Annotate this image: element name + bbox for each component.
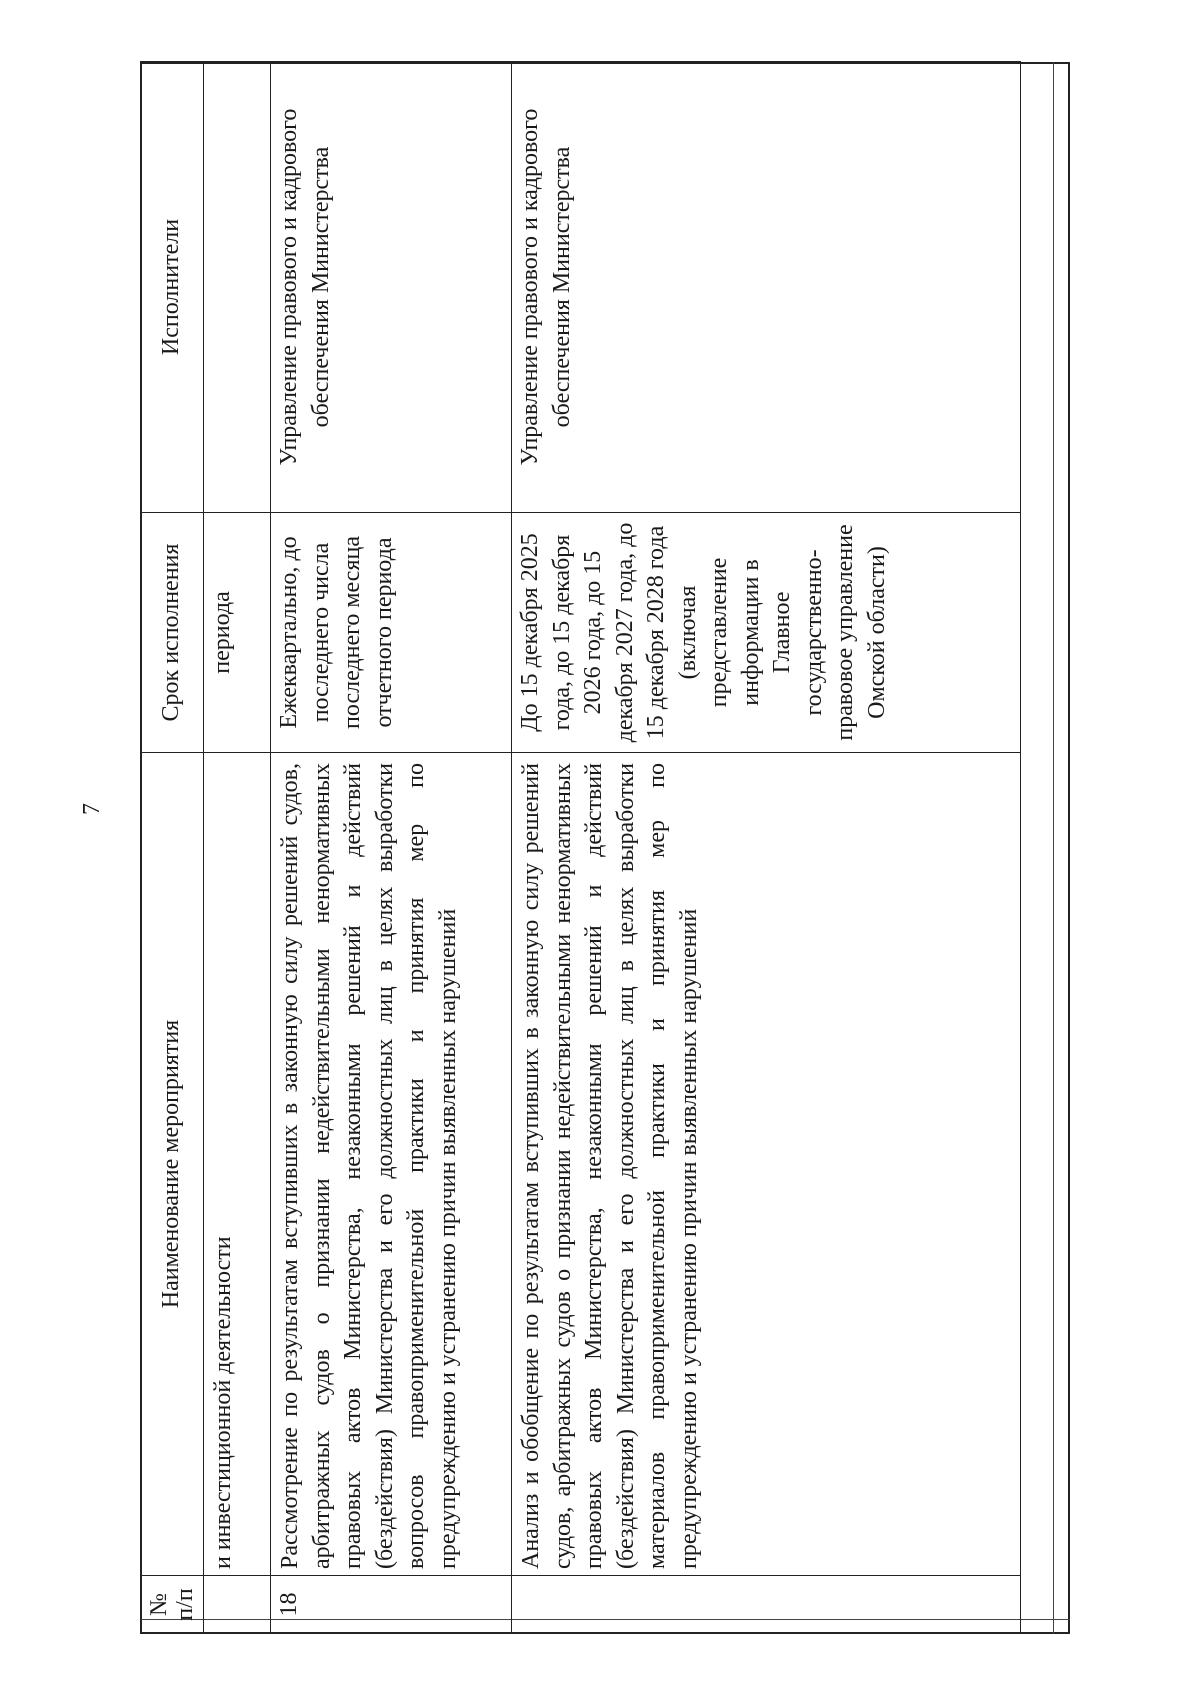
row-name: Рассмотрение по результатам вступивших в законную силу решений судов, арбитражных судов о признании недействительными ненормативных правовых актов Министерства, незаконными решений и действий (бездействия) Министерства и его должностных лиц в целях выработки вопросов правоприменительной практики и принятия мер по предупреждению и устранению причин выявленных нарушений: [271, 753, 512, 1576]
table-row: [512, 62, 1021, 1634]
rotated-table-container: [140, 62, 1056, 1634]
page-number: 7: [79, 803, 105, 815]
row-exec: Управление правового и кадрового обеспечения Министерства: [512, 62, 1021, 513]
row-num: [512, 1576, 1021, 1634]
table-row: [271, 62, 512, 1634]
row-exec: [204, 62, 271, 513]
row-term: периода: [204, 513, 271, 753]
header-num: № п/п: [141, 1576, 204, 1634]
row-name: и инвестиционной деятельности: [204, 753, 271, 1576]
table-row: [204, 62, 271, 1634]
header-term: Срок исполнения: [141, 513, 204, 753]
row-term: До 15 декабря 2025 года, до 15 декабря 2026 года, до 15 декабря 2027 года, до 15 декабря 2028 года (включая представление информации в Главное государственно-правовое управление Омской области): [512, 513, 1021, 753]
header-exec: Исполнители: [141, 62, 204, 513]
row-term: Ежеквартально, до последнего числа последнего месяца отчетного периода: [271, 513, 512, 753]
measures-table: [140, 61, 1021, 1634]
row-exec: Управление правового и кадрового обеспечения Министерства: [271, 62, 512, 513]
row-num: [204, 1576, 271, 1634]
header-name: Наименование мероприятия: [141, 753, 204, 1576]
table-header-row: [141, 62, 204, 1634]
row-name: Анализ и обобщение по результатам вступивших в законную силу решений судов, арбитражных судов о признании недействительными ненормативных правовых актов Министерства, незаконными решений и действий (бездействия) Министерства и его должностных лиц в целях выработки материалов правоприменительной практики и принятия мер по предупреждению и устранению причин выявленных нарушений: [512, 753, 1021, 1576]
row-num: 18: [271, 1576, 512, 1634]
